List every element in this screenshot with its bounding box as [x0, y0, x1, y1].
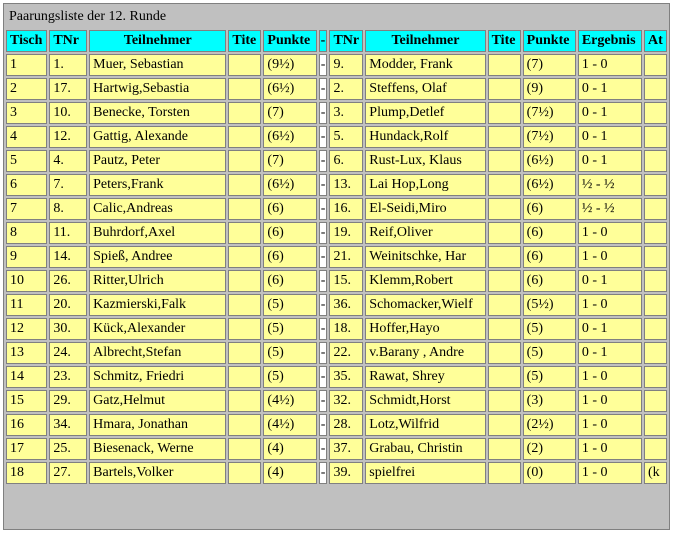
cell-punkte-black: (6) [523, 270, 576, 292]
pairing-list-panel [3, 3, 670, 530]
cell-separator: - [319, 342, 328, 364]
cell-tisch: 1 [6, 54, 47, 76]
cell-name-black: Hundack,Rolf [365, 126, 485, 148]
cell-tnr-black: 35. [329, 366, 363, 388]
table-row [6, 294, 667, 316]
cell-titel-white [228, 462, 261, 484]
cell-at [644, 174, 667, 196]
cell-titel-black [488, 246, 521, 268]
cell-ergebnis: 0 - 1 [578, 126, 642, 148]
cell-punkte-black: (7) [523, 54, 576, 76]
col-header-punkte-white: Punkte [263, 30, 316, 52]
cell-name-white: Biesenack, Werne [89, 438, 226, 460]
cell-titel-black [488, 126, 521, 148]
cell-titel-white [228, 198, 261, 220]
table-row [6, 102, 667, 124]
cell-name-white: Muer, Sebastian [89, 54, 226, 76]
col-header-tnr-white: TNr [49, 30, 87, 52]
cell-tnr-white: 10. [49, 102, 87, 124]
cell-punkte-black: (2½) [523, 414, 576, 436]
cell-ergebnis: 1 - 0 [578, 414, 642, 436]
cell-tnr-black: 37. [329, 438, 363, 460]
cell-punkte-white: (4½) [263, 390, 316, 412]
cell-tnr-white: 17. [49, 78, 87, 100]
col-header-punkte-black: Punkte [523, 30, 576, 52]
cell-separator: - [319, 174, 328, 196]
cell-separator: - [319, 390, 328, 412]
table-row [6, 54, 667, 76]
cell-tnr-black: 28. [329, 414, 363, 436]
col-header-tnr-black: TNr [329, 30, 363, 52]
cell-punkte-white: (6) [263, 198, 316, 220]
table-row [6, 198, 667, 220]
cell-ergebnis: ½ - ½ [578, 174, 642, 196]
cell-at [644, 246, 667, 268]
cell-tisch: 6 [6, 174, 47, 196]
cell-titel-black [488, 438, 521, 460]
cell-tisch: 11 [6, 294, 47, 316]
cell-tisch: 16 [6, 414, 47, 436]
table-row [6, 462, 667, 484]
cell-name-black: spielfrei [365, 462, 485, 484]
cell-titel-black [488, 342, 521, 364]
cell-tnr-black: 2. [329, 78, 363, 100]
cell-name-black: Plump,Detlef [365, 102, 485, 124]
cell-name-white: Bartels,Volker [89, 462, 226, 484]
cell-punkte-white: (4½) [263, 414, 316, 436]
cell-tnr-white: 25. [49, 438, 87, 460]
cell-titel-white [228, 414, 261, 436]
cell-punkte-black: (3) [523, 390, 576, 412]
cell-at [644, 294, 667, 316]
cell-titel-white [228, 438, 261, 460]
table-row [6, 438, 667, 460]
table-row [6, 366, 667, 388]
cell-tnr-white: 1. [49, 54, 87, 76]
cell-separator: - [319, 366, 328, 388]
cell-name-black: Steffens, Olaf [365, 78, 485, 100]
cell-name-black: Klemm,Robert [365, 270, 485, 292]
cell-at [644, 54, 667, 76]
cell-punkte-black: (6) [523, 198, 576, 220]
cell-name-white: Spieß, Andree [89, 246, 226, 268]
cell-name-white: Gattig, Alexande [89, 126, 226, 148]
cell-ergebnis: 0 - 1 [578, 150, 642, 172]
cell-tisch: 17 [6, 438, 47, 460]
cell-tnr-black: 22. [329, 342, 363, 364]
cell-separator: - [319, 438, 328, 460]
cell-name-black: Reif,Oliver [365, 222, 485, 244]
col-header-ergebnis: Ergebnis [578, 30, 642, 52]
cell-tnr-black: 32. [329, 390, 363, 412]
cell-tnr-black: 3. [329, 102, 363, 124]
cell-tisch: 4 [6, 126, 47, 148]
cell-ergebnis: 1 - 0 [578, 390, 642, 412]
cell-punkte-white: (5) [263, 342, 316, 364]
cell-tisch: 3 [6, 102, 47, 124]
cell-separator: - [319, 462, 328, 484]
cell-punkte-black: (5) [523, 318, 576, 340]
cell-titel-white [228, 318, 261, 340]
cell-titel-black [488, 318, 521, 340]
cell-separator: - [319, 102, 328, 124]
cell-at [644, 102, 667, 124]
cell-punkte-black: (0) [523, 462, 576, 484]
cell-punkte-white: (5) [263, 318, 316, 340]
table-row [6, 78, 667, 100]
cell-name-black: Lai Hop,Long [365, 174, 485, 196]
cell-titel-white [228, 342, 261, 364]
col-header-tisch: Tisch [6, 30, 47, 52]
cell-punkte-black: (9) [523, 78, 576, 100]
cell-at [644, 366, 667, 388]
cell-titel-white [228, 102, 261, 124]
cell-at [644, 150, 667, 172]
cell-titel-black [488, 174, 521, 196]
cell-titel-black [488, 102, 521, 124]
cell-name-black: Grabau, Christin [365, 438, 485, 460]
cell-titel-black [488, 366, 521, 388]
cell-titel-white [228, 366, 261, 388]
cell-name-white: Kück,Alexander [89, 318, 226, 340]
cell-name-black: Weinitschke, Har [365, 246, 485, 268]
cell-at [644, 390, 667, 412]
col-header-teilnehmer-white: Teilnehmer [89, 30, 226, 52]
cell-name-black: Rawat, Shrey [365, 366, 485, 388]
col-header-titel-white: Tite [228, 30, 261, 52]
cell-punkte-white: (6½) [263, 126, 316, 148]
table-row [6, 390, 667, 412]
cell-name-black: Lotz,Wilfrid [365, 414, 485, 436]
cell-tnr-black: 18. [329, 318, 363, 340]
cell-separator: - [319, 54, 328, 76]
cell-punkte-black: (6) [523, 222, 576, 244]
cell-tnr-white: 14. [49, 246, 87, 268]
cell-punkte-white: (6) [263, 246, 316, 268]
cell-name-white: Hmara, Jonathan [89, 414, 226, 436]
cell-titel-white [228, 222, 261, 244]
cell-tnr-black: 19. [329, 222, 363, 244]
cell-titel-white [228, 126, 261, 148]
cell-titel-white [228, 150, 261, 172]
cell-punkte-white: (6) [263, 222, 316, 244]
cell-punkte-white: (5) [263, 366, 316, 388]
cell-tisch: 2 [6, 78, 47, 100]
cell-punkte-black: (7½) [523, 102, 576, 124]
cell-name-black: v.Barany , Andre [365, 342, 485, 364]
table-row [6, 126, 667, 148]
cell-name-white: Gatz,Helmut [89, 390, 226, 412]
cell-titel-black [488, 150, 521, 172]
cell-tnr-white: 4. [49, 150, 87, 172]
table-row [6, 270, 667, 292]
table-row [6, 150, 667, 172]
cell-ergebnis: 0 - 1 [578, 318, 642, 340]
cell-separator: - [319, 294, 328, 316]
cell-titel-white [228, 270, 261, 292]
cell-name-white: Hartwig,Sebastia [89, 78, 226, 100]
cell-name-white: Buhrdorf,Axel [89, 222, 226, 244]
cell-ergebnis: 1 - 0 [578, 246, 642, 268]
cell-name-black: Schmidt,Horst [365, 390, 485, 412]
cell-separator: - [319, 246, 328, 268]
cell-punkte-black: (6½) [523, 150, 576, 172]
col-header-teilnehmer-black: Teilnehmer [365, 30, 485, 52]
cell-separator: - [319, 198, 328, 220]
cell-tnr-white: 29. [49, 390, 87, 412]
cell-tnr-black: 15. [329, 270, 363, 292]
cell-tnr-black: 16. [329, 198, 363, 220]
cell-titel-white [228, 78, 261, 100]
cell-ergebnis: ½ - ½ [578, 198, 642, 220]
cell-titel-white [228, 390, 261, 412]
cell-tisch: 5 [6, 150, 47, 172]
page-title: Paarungsliste der 12. Runde [6, 6, 667, 28]
cell-tnr-white: 26. [49, 270, 87, 292]
cell-punkte-white: (6½) [263, 174, 316, 196]
cell-tnr-white: 8. [49, 198, 87, 220]
cell-tnr-black: 36. [329, 294, 363, 316]
cell-at [644, 198, 667, 220]
cell-punkte-black: (5½) [523, 294, 576, 316]
cell-name-black: Schomacker,Wielf [365, 294, 485, 316]
cell-name-white: Albrecht,Stefan [89, 342, 226, 364]
col-header-titel-black: Tite [488, 30, 521, 52]
cell-name-white: Pautz, Peter [89, 150, 226, 172]
table-row [6, 222, 667, 244]
cell-titel-black [488, 198, 521, 220]
table-row [6, 342, 667, 364]
cell-titel-black [488, 78, 521, 100]
col-header-at: At [644, 30, 667, 52]
cell-tisch: 12 [6, 318, 47, 340]
cell-titel-black [488, 294, 521, 316]
header-row [6, 30, 667, 52]
cell-punkte-white: (4) [263, 462, 316, 484]
cell-tnr-white: 23. [49, 366, 87, 388]
cell-tisch: 9 [6, 246, 47, 268]
cell-name-white: Benecke, Torsten [89, 102, 226, 124]
cell-titel-black [488, 222, 521, 244]
cell-name-white: Calic,Andreas [89, 198, 226, 220]
cell-titel-black [488, 270, 521, 292]
cell-tnr-black: 21. [329, 246, 363, 268]
cell-at [644, 78, 667, 100]
cell-separator: - [319, 270, 328, 292]
cell-titel-black [488, 462, 521, 484]
cell-punkte-black: (5) [523, 366, 576, 388]
cell-ergebnis: 1 - 0 [578, 462, 642, 484]
cell-punkte-white: (4) [263, 438, 316, 460]
cell-titel-black [488, 390, 521, 412]
cell-punkte-white: (7) [263, 150, 316, 172]
cell-tisch: 8 [6, 222, 47, 244]
cell-name-black: Rust-Lux, Klaus [365, 150, 485, 172]
cell-tnr-white: 27. [49, 462, 87, 484]
cell-punkte-white: (7) [263, 102, 316, 124]
cell-tnr-white: 24. [49, 342, 87, 364]
cell-punkte-black: (6½) [523, 174, 576, 196]
cell-punkte-black: (7½) [523, 126, 576, 148]
cell-punkte-white: (9½) [263, 54, 316, 76]
cell-ergebnis: 0 - 1 [578, 270, 642, 292]
title-row [6, 6, 667, 28]
cell-name-black: El-Seidi,Miro [365, 198, 485, 220]
cell-titel-white [228, 294, 261, 316]
cell-titel-white [228, 174, 261, 196]
cell-tnr-white: 12. [49, 126, 87, 148]
cell-tisch: 14 [6, 366, 47, 388]
table-row [6, 318, 667, 340]
cell-punkte-white: (5) [263, 294, 316, 316]
cell-titel-white [228, 54, 261, 76]
cell-name-black: Modder, Frank [365, 54, 485, 76]
cell-tnr-white: 11. [49, 222, 87, 244]
cell-ergebnis: 1 - 0 [578, 438, 642, 460]
cell-name-white: Peters,Frank [89, 174, 226, 196]
cell-tisch: 7 [6, 198, 47, 220]
cell-separator: - [319, 150, 328, 172]
cell-tisch: 10 [6, 270, 47, 292]
col-header-separator: - [319, 30, 328, 52]
cell-separator: - [319, 126, 328, 148]
cell-tnr-white: 7. [49, 174, 87, 196]
cell-titel-white [228, 246, 261, 268]
cell-name-white: Ritter,Ulrich [89, 270, 226, 292]
cell-punkte-black: (6) [523, 246, 576, 268]
cell-titel-black [488, 414, 521, 436]
cell-punkte-white: (6½) [263, 78, 316, 100]
cell-tisch: 13 [6, 342, 47, 364]
table-row [6, 414, 667, 436]
cell-at [644, 342, 667, 364]
cell-tisch: 15 [6, 390, 47, 412]
cell-tnr-black: 9. [329, 54, 363, 76]
cell-at [644, 318, 667, 340]
cell-at [644, 438, 667, 460]
cell-ergebnis: 0 - 1 [578, 342, 642, 364]
cell-tnr-black: 13. [329, 174, 363, 196]
cell-separator: - [319, 318, 328, 340]
cell-at [644, 414, 667, 436]
cell-ergebnis: 1 - 0 [578, 294, 642, 316]
cell-at [644, 126, 667, 148]
cell-ergebnis: 0 - 1 [578, 102, 642, 124]
cell-punkte-black: (5) [523, 342, 576, 364]
cell-at [644, 270, 667, 292]
cell-separator: - [319, 78, 328, 100]
cell-punkte-black: (2) [523, 438, 576, 460]
cell-tnr-white: 34. [49, 414, 87, 436]
cell-punkte-white: (6) [263, 270, 316, 292]
cell-at [644, 222, 667, 244]
table-row [6, 174, 667, 196]
table-row [6, 246, 667, 268]
pairing-table [4, 4, 669, 486]
cell-tisch: 18 [6, 462, 47, 484]
cell-name-white: Schmitz, Friedri [89, 366, 226, 388]
cell-tnr-black: 6. [329, 150, 363, 172]
cell-separator: - [319, 222, 328, 244]
cell-tnr-black: 5. [329, 126, 363, 148]
cell-tnr-white: 20. [49, 294, 87, 316]
cell-separator: - [319, 414, 328, 436]
cell-name-black: Hoffer,Hayo [365, 318, 485, 340]
cell-at: (k [644, 462, 667, 484]
cell-ergebnis: 1 - 0 [578, 222, 642, 244]
cell-ergebnis: 1 - 0 [578, 54, 642, 76]
cell-tnr-black: 39. [329, 462, 363, 484]
cell-ergebnis: 1 - 0 [578, 366, 642, 388]
cell-ergebnis: 0 - 1 [578, 78, 642, 100]
cell-name-white: Kazmierski,Falk [89, 294, 226, 316]
cell-titel-black [488, 54, 521, 76]
cell-tnr-white: 30. [49, 318, 87, 340]
